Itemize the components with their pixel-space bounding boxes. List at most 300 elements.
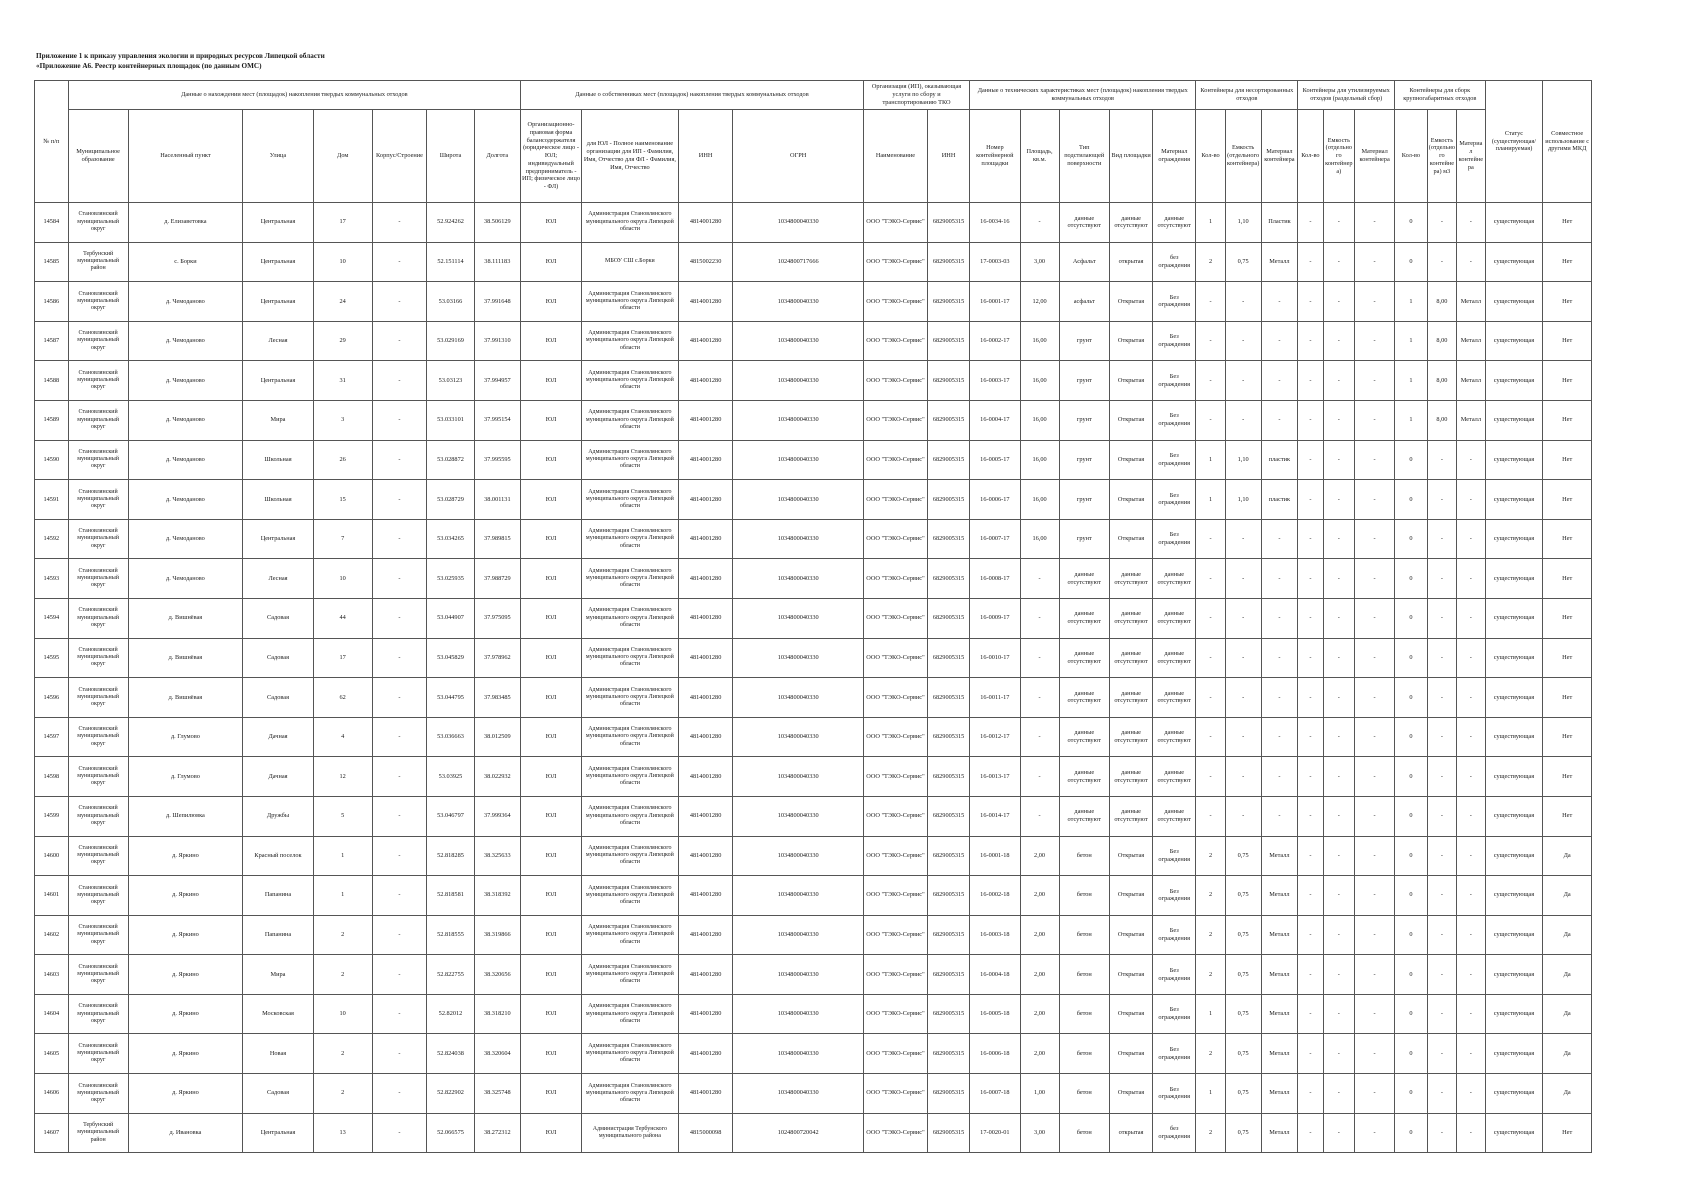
cell-street: Школьная bbox=[243, 440, 313, 480]
cell-site-number: 16-0004-18 bbox=[970, 955, 1020, 995]
cell-operator-name: ООО "ТЭКО-Сервис" bbox=[863, 1074, 927, 1114]
cell-area: - bbox=[1020, 638, 1059, 678]
cell-capacity-2: - bbox=[1323, 1034, 1355, 1074]
cell-latitude: 53.044795 bbox=[427, 678, 474, 718]
cell-building: - bbox=[372, 1034, 427, 1074]
cell-latitude: 53.025935 bbox=[427, 559, 474, 599]
cell-operator-inn: 6829005315 bbox=[928, 282, 970, 322]
cell-status: существующая bbox=[1485, 994, 1543, 1034]
cell-qty-2: - bbox=[1298, 994, 1323, 1034]
cell-qty-2: - bbox=[1298, 915, 1323, 955]
cell-owner-name: Администрация Становлянского муниципального округа Липецкой области bbox=[582, 757, 679, 797]
cell-settlement: д. Яркино bbox=[128, 1074, 243, 1114]
cell-qty: 2 bbox=[1196, 915, 1225, 955]
cell-surface: бетон bbox=[1059, 915, 1109, 955]
cell-ogrn: 1034800040330 bbox=[733, 1074, 863, 1114]
cell-qty-3: 0 bbox=[1395, 915, 1428, 955]
cell-surface: грунт bbox=[1059, 400, 1109, 440]
cell-capacity: - bbox=[1225, 757, 1261, 797]
cell-building: - bbox=[372, 559, 427, 599]
cell-material: Металл bbox=[1261, 955, 1298, 995]
cell-material-3: Металл bbox=[1457, 321, 1485, 361]
cell-surface: грунт bbox=[1059, 480, 1109, 520]
cell-latitude: 53.03123 bbox=[427, 361, 474, 401]
cell-capacity-3: - bbox=[1427, 994, 1456, 1034]
cell-legal-form: ЮЛ bbox=[521, 994, 582, 1034]
cell-site-number: 16-0002-18 bbox=[970, 876, 1020, 916]
cell-shared: Да bbox=[1543, 915, 1592, 955]
cell-building: - bbox=[372, 796, 427, 836]
cell-operator-name: ООО "ТЭКО-Сервис" bbox=[863, 361, 927, 401]
cell-material-2: - bbox=[1355, 321, 1395, 361]
cell-status: существующая bbox=[1485, 559, 1543, 599]
cell-area: 1,00 bbox=[1020, 1074, 1059, 1114]
cell-row-number: 14591 bbox=[35, 480, 69, 520]
cell-surface: бетон bbox=[1059, 1074, 1109, 1114]
cell-latitude: 53.03166 bbox=[427, 282, 474, 322]
cell-capacity-3: 8,00 bbox=[1427, 282, 1456, 322]
cell-legal-form: ЮЛ bbox=[521, 915, 582, 955]
cell-building: - bbox=[372, 717, 427, 757]
cell-latitude: 53.028729 bbox=[427, 480, 474, 520]
title-line-2: «Приложение А6. Реестр контейнерных площадок (по данным ОМС) bbox=[36, 61, 262, 70]
group-header-operator: Организация (ИП), оказывающая услуги по сбору и транспортированию ТКО bbox=[863, 81, 969, 110]
cell-capacity-2: - bbox=[1323, 480, 1355, 520]
cell-qty-3: 0 bbox=[1395, 598, 1428, 638]
cell-area: 3,00 bbox=[1020, 1113, 1059, 1153]
cell-site-number: 16-0014-17 bbox=[970, 796, 1020, 836]
cell-legal-form: ЮЛ bbox=[521, 757, 582, 797]
cell-street: Папанина bbox=[243, 876, 313, 916]
cell-qty: 2 bbox=[1196, 1113, 1225, 1153]
cell-material-2: - bbox=[1355, 955, 1395, 995]
cell-settlement: д. Глумово bbox=[128, 757, 243, 797]
cell-status: существующая bbox=[1485, 480, 1543, 520]
cell-site-type: Открытая bbox=[1110, 480, 1153, 520]
cell-qty: - bbox=[1196, 717, 1225, 757]
cell-legal-form: ЮЛ bbox=[521, 955, 582, 995]
cell-capacity-3: - bbox=[1427, 876, 1456, 916]
cell-capacity-2: - bbox=[1323, 638, 1355, 678]
cell-ogrn: 1034800040330 bbox=[733, 678, 863, 718]
cell-area: - bbox=[1020, 757, 1059, 797]
cell-settlement: д. Елизаветовка bbox=[128, 203, 243, 243]
cell-qty-2: - bbox=[1298, 282, 1323, 322]
cell-operator-name: ООО "ТЭКО-Сервис" bbox=[863, 994, 927, 1034]
cell-material: - bbox=[1261, 361, 1298, 401]
cell-settlement: д. Чемоданово bbox=[128, 400, 243, 440]
col-header-municipality: Муниципальное образование bbox=[68, 110, 128, 203]
cell-material: пластик bbox=[1261, 480, 1298, 520]
cell-street: Мира bbox=[243, 955, 313, 995]
cell-legal-form: ЮЛ bbox=[521, 282, 582, 322]
cell-site-type: Открытая bbox=[1110, 1074, 1153, 1114]
group-header-bulky: Контейнеры для сборк крупногабаритных отходов bbox=[1395, 81, 1485, 110]
cell-longitude: 38.022932 bbox=[474, 757, 520, 797]
cell-building: - bbox=[372, 757, 427, 797]
cell-shared: Да bbox=[1543, 836, 1592, 876]
cell-shared: Нет bbox=[1543, 559, 1592, 599]
cell-material: Металл bbox=[1261, 994, 1298, 1034]
cell-legal-form: ЮЛ bbox=[521, 440, 582, 480]
cell-municipality: Становлянский муниципальный округ bbox=[68, 440, 128, 480]
cell-material-3: Металл bbox=[1457, 361, 1485, 401]
cell-inn: 4814001280 bbox=[678, 915, 733, 955]
table-row bbox=[35, 361, 1592, 401]
cell-operator-inn: 6829005315 bbox=[928, 321, 970, 361]
cell-qty-3: 0 bbox=[1395, 717, 1428, 757]
cell-building: - bbox=[372, 321, 427, 361]
cell-site-number: 16-0001-18 bbox=[970, 836, 1020, 876]
cell-capacity: 0,75 bbox=[1225, 994, 1261, 1034]
cell-street: Садовая bbox=[243, 678, 313, 718]
cell-legal-form: ЮЛ bbox=[521, 400, 582, 440]
cell-ogrn: 1034800040330 bbox=[733, 876, 863, 916]
table-row bbox=[35, 1074, 1592, 1114]
cell-building: - bbox=[372, 836, 427, 876]
cell-area: 2,00 bbox=[1020, 994, 1059, 1034]
cell-latitude: 53.028872 bbox=[427, 440, 474, 480]
cell-street: Дачная bbox=[243, 717, 313, 757]
cell-material: - bbox=[1261, 559, 1298, 599]
cell-settlement: д. Чемоданово bbox=[128, 559, 243, 599]
cell-material-3: - bbox=[1457, 836, 1485, 876]
col-header-site-number: Номер контейнерной площадки bbox=[970, 110, 1020, 203]
cell-longitude: 38.319866 bbox=[474, 915, 520, 955]
cell-capacity-3: - bbox=[1427, 1034, 1456, 1074]
cell-qty-2: - bbox=[1298, 480, 1323, 520]
cell-latitude: 52.824038 bbox=[427, 1034, 474, 1074]
cell-capacity-3: - bbox=[1427, 638, 1456, 678]
cell-legal-form: ЮЛ bbox=[521, 203, 582, 243]
cell-row-number: 14604 bbox=[35, 994, 69, 1034]
cell-shared: Нет bbox=[1543, 203, 1592, 243]
cell-material-2: - bbox=[1355, 440, 1395, 480]
cell-capacity: - bbox=[1225, 796, 1261, 836]
col-header-settlement: Населенный пункт bbox=[128, 110, 243, 203]
cell-ogrn: 1034800040330 bbox=[733, 994, 863, 1034]
col-header-material: Материал контейнера bbox=[1261, 110, 1298, 203]
cell-row-number: 14605 bbox=[35, 1034, 69, 1074]
cell-shared: Нет bbox=[1543, 757, 1592, 797]
cell-capacity: 0,75 bbox=[1225, 242, 1261, 282]
cell-status: существующая bbox=[1485, 203, 1543, 243]
table-row bbox=[35, 955, 1592, 995]
cell-row-number: 14597 bbox=[35, 717, 69, 757]
cell-owner-name: Администрация Становлянского муниципального округа Липецкой области bbox=[582, 915, 679, 955]
cell-site-number: 16-0003-17 bbox=[970, 361, 1020, 401]
cell-legal-form: ЮЛ bbox=[521, 321, 582, 361]
col-header-material-2: Материал контейнера bbox=[1355, 110, 1395, 203]
cell-settlement: д. Чемоданово bbox=[128, 480, 243, 520]
cell-latitude: 52.822755 bbox=[427, 955, 474, 995]
cell-material: Металл bbox=[1261, 1034, 1298, 1074]
cell-material-2: - bbox=[1355, 717, 1395, 757]
container-sites-registry-table bbox=[34, 80, 1592, 1153]
cell-operator-name: ООО "ТЭКО-Сервис" bbox=[863, 638, 927, 678]
cell-area: 2,00 bbox=[1020, 836, 1059, 876]
cell-house: 12 bbox=[313, 757, 372, 797]
cell-owner-name: Администрация Становлянского муниципального округа Липецкой области bbox=[582, 678, 679, 718]
cell-material-2: - bbox=[1355, 876, 1395, 916]
cell-settlement: д. Яркино bbox=[128, 1034, 243, 1074]
cell-area: 2,00 bbox=[1020, 915, 1059, 955]
cell-street: Центральная bbox=[243, 361, 313, 401]
cell-material-3: - bbox=[1457, 1034, 1485, 1074]
cell-fence: данные отсутствуют bbox=[1153, 678, 1196, 718]
cell-surface: грунт bbox=[1059, 321, 1109, 361]
cell-house: 10 bbox=[313, 559, 372, 599]
cell-longitude: 37.978962 bbox=[474, 638, 520, 678]
cell-site-type: Открытая bbox=[1110, 361, 1153, 401]
cell-longitude: 38.318210 bbox=[474, 994, 520, 1034]
col-header-capacity-3: Емкость (отдельного контейнера) м3 bbox=[1427, 110, 1456, 203]
cell-material-2: - bbox=[1355, 796, 1395, 836]
cell-capacity-2: - bbox=[1323, 678, 1355, 718]
cell-latitude: 52.818555 bbox=[427, 915, 474, 955]
col-header-owner-name: для ЮЛ - Полное наименование организации для ИП - Фамилия, Имя, Отчество для ФЛ - Фамилия, Имя, Отчество bbox=[582, 110, 679, 203]
cell-qty: 1 bbox=[1196, 994, 1225, 1034]
cell-site-type: Открытая bbox=[1110, 876, 1153, 916]
cell-inn: 4814001280 bbox=[678, 519, 733, 559]
cell-longitude: 38.320604 bbox=[474, 1034, 520, 1074]
cell-fence: Без ограждения bbox=[1153, 876, 1196, 916]
cell-owner-name: Администрация Становлянского муниципального округа Липецкой области bbox=[582, 400, 679, 440]
cell-latitude: 53.034265 bbox=[427, 519, 474, 559]
col-header-longitude: Долгота bbox=[474, 110, 520, 203]
cell-owner-name: Администрация Становлянского муниципального округа Липецкой области bbox=[582, 1074, 679, 1114]
cell-site-type: Открытая bbox=[1110, 1034, 1153, 1074]
cell-fence: без ограждения bbox=[1153, 242, 1196, 282]
cell-street: Центральная bbox=[243, 282, 313, 322]
cell-material: Металл bbox=[1261, 1113, 1298, 1153]
cell-house: 62 bbox=[313, 678, 372, 718]
cell-operator-inn: 6829005315 bbox=[928, 203, 970, 243]
table-row bbox=[35, 678, 1592, 718]
cell-area: 16,00 bbox=[1020, 361, 1059, 401]
cell-qty: 2 bbox=[1196, 955, 1225, 995]
cell-operator-name: ООО "ТЭКО-Сервис" bbox=[863, 678, 927, 718]
cell-qty: 1 bbox=[1196, 1074, 1225, 1114]
cell-qty-3: 1 bbox=[1395, 361, 1428, 401]
cell-shared: Нет bbox=[1543, 321, 1592, 361]
cell-row-number: 14585 bbox=[35, 242, 69, 282]
cell-shared: Нет bbox=[1543, 717, 1592, 757]
cell-capacity-3: - bbox=[1427, 1113, 1456, 1153]
cell-material-3: - bbox=[1457, 1074, 1485, 1114]
cell-qty: - bbox=[1196, 796, 1225, 836]
cell-street: Центральная bbox=[243, 519, 313, 559]
cell-municipality: Становлянский муниципальный округ bbox=[68, 757, 128, 797]
cell-capacity-3: - bbox=[1427, 598, 1456, 638]
cell-surface: грунт bbox=[1059, 440, 1109, 480]
cell-capacity: 1,10 bbox=[1225, 203, 1261, 243]
cell-latitude: 53.044907 bbox=[427, 598, 474, 638]
cell-owner-name: Администрация Становлянского муниципального округа Липецкой области bbox=[582, 519, 679, 559]
cell-longitude: 38.318392 bbox=[474, 876, 520, 916]
cell-capacity: - bbox=[1225, 638, 1261, 678]
cell-inn: 4815000098 bbox=[678, 1113, 733, 1153]
cell-building: - bbox=[372, 242, 427, 282]
cell-settlement: д. Яркино bbox=[128, 915, 243, 955]
cell-row-number: 14606 bbox=[35, 1074, 69, 1114]
cell-material-3: - bbox=[1457, 519, 1485, 559]
cell-inn: 4814001280 bbox=[678, 400, 733, 440]
col-header-status: Статус (существующая/планируемая) bbox=[1485, 81, 1543, 203]
cell-site-number: 16-0006-17 bbox=[970, 480, 1020, 520]
cell-capacity-2: - bbox=[1323, 836, 1355, 876]
cell-material: - bbox=[1261, 400, 1298, 440]
cell-longitude: 38.325748 bbox=[474, 1074, 520, 1114]
cell-longitude: 38.012509 bbox=[474, 717, 520, 757]
cell-capacity-2: - bbox=[1323, 519, 1355, 559]
cell-qty-3: 0 bbox=[1395, 994, 1428, 1034]
cell-municipality: Становлянский муниципальный округ bbox=[68, 678, 128, 718]
cell-street: Садовая bbox=[243, 638, 313, 678]
cell-house: 2 bbox=[313, 1074, 372, 1114]
cell-fence: Без ограждения bbox=[1153, 955, 1196, 995]
cell-surface: бетон bbox=[1059, 876, 1109, 916]
cell-municipality: Становлянский муниципальный округ bbox=[68, 876, 128, 916]
cell-site-type: Открытая bbox=[1110, 321, 1153, 361]
cell-status: существующая bbox=[1485, 876, 1543, 916]
cell-shared: Нет bbox=[1543, 440, 1592, 480]
cell-area: - bbox=[1020, 796, 1059, 836]
cell-fence: Без ограждения bbox=[1153, 361, 1196, 401]
cell-material-2: - bbox=[1355, 361, 1395, 401]
cell-ogrn: 1034800040330 bbox=[733, 400, 863, 440]
cell-row-number: 14592 bbox=[35, 519, 69, 559]
cell-surface: данные отсутствуют bbox=[1059, 717, 1109, 757]
cell-house: 1 bbox=[313, 836, 372, 876]
cell-building: - bbox=[372, 638, 427, 678]
cell-inn: 4814001280 bbox=[678, 282, 733, 322]
cell-capacity-2: - bbox=[1323, 282, 1355, 322]
cell-area: 16,00 bbox=[1020, 321, 1059, 361]
cell-operator-inn: 6829005315 bbox=[928, 994, 970, 1034]
cell-area: 2,00 bbox=[1020, 955, 1059, 995]
cell-area: 16,00 bbox=[1020, 440, 1059, 480]
cell-operator-name: ООО "ТЭКО-Сервис" bbox=[863, 400, 927, 440]
col-header-fence: Материал ограждения bbox=[1153, 110, 1196, 203]
cell-owner-name: Администрация Становлянского муниципального округа Липецкой области bbox=[582, 796, 679, 836]
cell-house: 10 bbox=[313, 242, 372, 282]
cell-row-number: 14588 bbox=[35, 361, 69, 401]
cell-qty-3: 1 bbox=[1395, 282, 1428, 322]
cell-building: - bbox=[372, 678, 427, 718]
cell-latitude: 52.924262 bbox=[427, 203, 474, 243]
cell-capacity-3: 8,00 bbox=[1427, 361, 1456, 401]
cell-site-number: 16-0004-17 bbox=[970, 400, 1020, 440]
cell-house: 5 bbox=[313, 796, 372, 836]
cell-qty: 1 bbox=[1196, 440, 1225, 480]
cell-latitude: 52.151114 bbox=[427, 242, 474, 282]
cell-shared: Нет bbox=[1543, 638, 1592, 678]
cell-qty: - bbox=[1196, 282, 1225, 322]
cell-building: - bbox=[372, 915, 427, 955]
cell-legal-form: ЮЛ bbox=[521, 242, 582, 282]
cell-material-3: - bbox=[1457, 757, 1485, 797]
cell-settlement: д. Вишнёвая bbox=[128, 678, 243, 718]
cell-material-3: - bbox=[1457, 598, 1485, 638]
cell-status: существующая bbox=[1485, 242, 1543, 282]
cell-capacity: 0,75 bbox=[1225, 955, 1261, 995]
cell-qty-2: - bbox=[1298, 519, 1323, 559]
cell-material-2: - bbox=[1355, 1074, 1395, 1114]
cell-operator-inn: 6829005315 bbox=[928, 955, 970, 995]
cell-status: существующая bbox=[1485, 361, 1543, 401]
cell-municipality: Становлянский муниципальный округ bbox=[68, 955, 128, 995]
cell-capacity-3: - bbox=[1427, 915, 1456, 955]
cell-qty: - bbox=[1196, 638, 1225, 678]
cell-municipality: Становлянский муниципальный округ bbox=[68, 1034, 128, 1074]
cell-row-number: 14590 bbox=[35, 440, 69, 480]
cell-qty-3: 0 bbox=[1395, 796, 1428, 836]
cell-qty: - bbox=[1196, 598, 1225, 638]
cell-settlement: с. Борки bbox=[128, 242, 243, 282]
cell-ogrn: 1034800040330 bbox=[733, 915, 863, 955]
cell-site-type: данные отсутствуют bbox=[1110, 203, 1153, 243]
cell-material-2: - bbox=[1355, 598, 1395, 638]
cell-street: Новая bbox=[243, 1034, 313, 1074]
cell-qty-3: 0 bbox=[1395, 1074, 1428, 1114]
cell-site-type: Открытая bbox=[1110, 955, 1153, 995]
table-row bbox=[35, 480, 1592, 520]
cell-material: - bbox=[1261, 638, 1298, 678]
cell-fence: данные отсутствуют bbox=[1153, 598, 1196, 638]
cell-status: существующая bbox=[1485, 1113, 1543, 1153]
cell-legal-form: ЮЛ bbox=[521, 1034, 582, 1074]
cell-qty-3: 0 bbox=[1395, 203, 1428, 243]
cell-legal-form: ЮЛ bbox=[521, 876, 582, 916]
cell-ogrn: 1034800040330 bbox=[733, 282, 863, 322]
cell-capacity-3: - bbox=[1427, 836, 1456, 876]
cell-area: 2,00 bbox=[1020, 876, 1059, 916]
cell-site-type: данные отсутствуют bbox=[1110, 796, 1153, 836]
cell-material: Металл bbox=[1261, 1074, 1298, 1114]
col-header-shared: Совместное использование с другими МКД bbox=[1543, 81, 1592, 203]
cell-ogrn: 1034800040330 bbox=[733, 836, 863, 876]
cell-operator-name: ООО "ТЭКО-Сервис" bbox=[863, 836, 927, 876]
cell-building: - bbox=[372, 876, 427, 916]
cell-longitude: 37.989815 bbox=[474, 519, 520, 559]
cell-material: Металл bbox=[1261, 876, 1298, 916]
cell-longitude: 37.999364 bbox=[474, 796, 520, 836]
cell-owner-name: Администрация Становлянского муниципального округа Липецкой области bbox=[582, 598, 679, 638]
cell-qty-3: 0 bbox=[1395, 757, 1428, 797]
cell-operator-inn: 6829005315 bbox=[928, 440, 970, 480]
cell-inn: 4814001280 bbox=[678, 876, 733, 916]
cell-legal-form: ЮЛ bbox=[521, 1113, 582, 1153]
cell-municipality: Становлянский муниципальный округ bbox=[68, 836, 128, 876]
cell-surface: данные отсутствуют bbox=[1059, 678, 1109, 718]
cell-qty-2: - bbox=[1298, 876, 1323, 916]
cell-status: существующая bbox=[1485, 955, 1543, 995]
col-header-capacity: Емкость (отдельного контейнера) bbox=[1225, 110, 1261, 203]
cell-status: существующая bbox=[1485, 440, 1543, 480]
cell-operator-name: ООО "ТЭКО-Сервис" bbox=[863, 876, 927, 916]
cell-qty-2: - bbox=[1298, 678, 1323, 718]
cell-owner-name: Администрация Становлянского муниципального округа Липецкой области bbox=[582, 203, 679, 243]
cell-material: - bbox=[1261, 519, 1298, 559]
cell-house: 2 bbox=[313, 955, 372, 995]
cell-row-number: 14595 bbox=[35, 638, 69, 678]
table-row bbox=[35, 440, 1592, 480]
cell-material-3: - bbox=[1457, 717, 1485, 757]
cell-qty-2: - bbox=[1298, 1074, 1323, 1114]
cell-operator-inn: 6829005315 bbox=[928, 796, 970, 836]
group-header-recycle: Контейнеры для утилизируемых отходов (раздельный сбор) bbox=[1298, 81, 1395, 110]
